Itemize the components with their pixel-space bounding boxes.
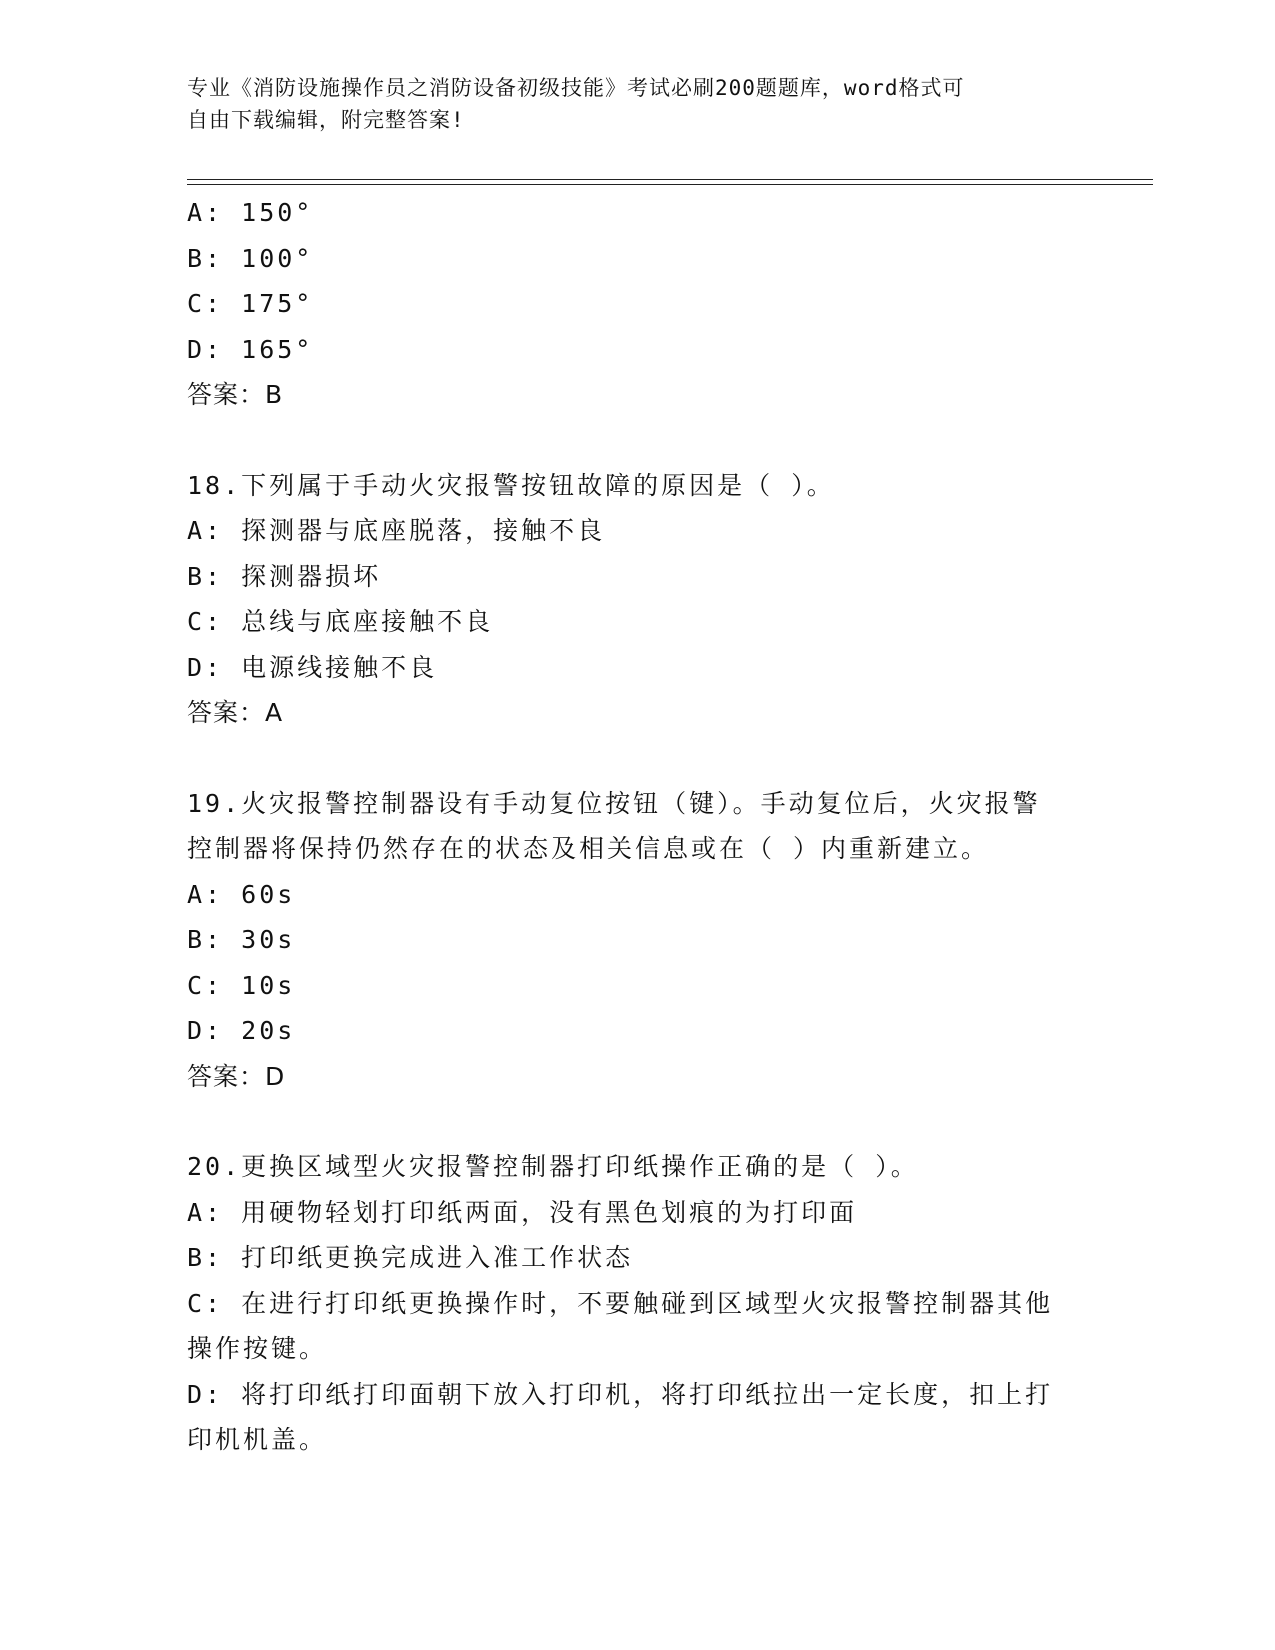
header-line-2: 自由下载编辑，附完整答案! xyxy=(187,108,465,132)
document-header xyxy=(187,72,1067,136)
option-c: C: 175° xyxy=(187,289,314,318)
option-d-line-2: 印机机盖。 xyxy=(187,1425,328,1454)
header-line-1: 专业《消防设施操作员之消防设备初级技能》考试必刷200题题库，word格式可 xyxy=(187,76,965,100)
question-stem: 18.下列属于手动火灾报警按钮故障的原因是（ ）。 xyxy=(187,470,835,500)
option-b: B: 30s xyxy=(187,925,296,954)
question-content xyxy=(187,190,1067,1463)
header-divider-bottom xyxy=(187,184,1153,185)
option-a: A: 60s xyxy=(187,879,296,909)
answer-19: 答案：D xyxy=(187,1061,286,1091)
option-d: D: 电源线接触不良 xyxy=(187,652,438,682)
option-d: D: 20s xyxy=(187,1016,296,1045)
option-c-line-1: C: 在进行打印纸更换操作时，不要触碰到区域型火灾报警控制器其他 xyxy=(187,1288,1054,1318)
question-18 xyxy=(187,463,1067,736)
option-b: B: 100° xyxy=(187,243,314,273)
question-19 xyxy=(187,781,1067,1100)
option-c: C: 总线与底座接触不良 xyxy=(187,607,494,636)
option-b: B: 打印纸更换完成进入准工作状态 xyxy=(187,1243,634,1272)
question-stem-line-1: 19.火灾报警控制器设有手动复位按钮（键）。手动复位后，火灾报警 xyxy=(187,788,1041,818)
option-c-line-2: 操作按键。 xyxy=(187,1334,328,1363)
option-c: C: 10s xyxy=(187,970,296,1000)
question-stem-line-2: 控制器将保持仍然存在的状态及相关信息或在（ ）内重新建立。 xyxy=(187,834,990,863)
option-d: D: 165° xyxy=(187,334,314,364)
header-divider-top xyxy=(187,179,1153,180)
question-20 xyxy=(187,1144,1067,1463)
option-a: A: 探测器与底座脱落，接触不良 xyxy=(187,516,606,545)
option-a: A: 用硬物轻划打印纸两面，没有黑色划痕的为打印面 xyxy=(187,1197,858,1227)
question-17-options xyxy=(187,190,1067,418)
answer-17: 答案：B xyxy=(187,380,284,409)
answer-18: 答案：A xyxy=(187,698,284,727)
option-d-line-1: D: 将打印纸打印面朝下放入打印机，将打印纸拉出一定长度，扣上打 xyxy=(187,1379,1054,1409)
question-stem: 20.更换区域型火灾报警控制器打印纸操作正确的是（ ）。 xyxy=(187,1152,919,1181)
option-a: A: 150° xyxy=(187,198,314,227)
option-b: B: 探测器损坏 xyxy=(187,561,382,591)
